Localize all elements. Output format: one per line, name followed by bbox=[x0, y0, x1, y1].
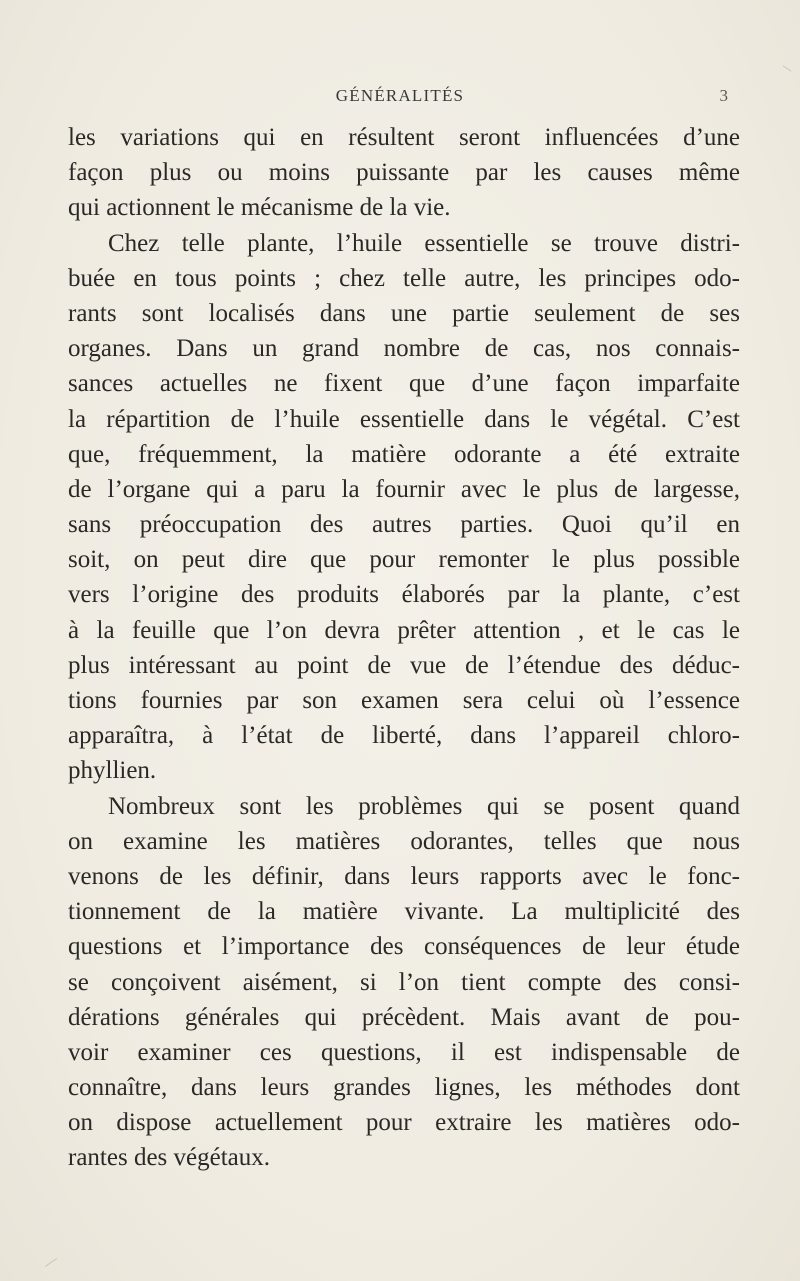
page-header bbox=[0, 86, 800, 112]
text-line: sances actuelles ne fixent que d’une façon imparfaite bbox=[68, 370, 740, 398]
text-line: tionnement de la matière vivante. La multiplicité des bbox=[68, 898, 740, 926]
text-line: façon plus ou moins puissante par les causes même bbox=[68, 159, 740, 187]
text-line: de l’organe qui a paru la fournir avec le plus de largesse, bbox=[68, 475, 740, 503]
text-line: à la feuille que l’on devra prêter attention , et le cas le bbox=[68, 616, 740, 644]
text-line: phyllien. bbox=[68, 757, 157, 785]
text-line: rants sont localisés dans une partie seulement de ses bbox=[68, 299, 740, 327]
text-line: se conçoivent aisément, si l’on tient compte des consi- bbox=[68, 968, 740, 996]
text-line: tions fournies par son examen sera celui où l’essence bbox=[68, 687, 740, 714]
text-line: vers l’origine des produits élaborés par la plante, c’est bbox=[68, 581, 740, 609]
paper-mark bbox=[45, 1258, 57, 1267]
body-text bbox=[68, 120, 740, 1176]
text-line: plus intéressant au point de vue de l’étendue des déduc- bbox=[68, 651, 740, 679]
text-line: soit, on peut dire que pour remonter le plus possible bbox=[68, 546, 740, 574]
text-line: rantes des végétaux. bbox=[68, 1144, 271, 1172]
text-line: la répartition de l’huile essentielle dans le végétal. C’est bbox=[68, 405, 740, 433]
text-line: les variations qui en résultent seront influencées d’une bbox=[68, 124, 740, 151]
text-line: dérations générales qui précèdent. Mais avant de pou- bbox=[68, 1003, 740, 1031]
text-line: qui actionnent le mécanisme de la vie. bbox=[68, 194, 451, 222]
text-line: sans préoccupation des autres parties. Quoi qu’il en bbox=[68, 511, 740, 539]
page-number: 3 bbox=[719, 86, 728, 105]
text-line: connaître, dans leurs grandes lignes, les méthodes dont bbox=[68, 1074, 740, 1102]
text-line: buée en tous points ; chez telle autre, les principes odo- bbox=[68, 264, 740, 292]
text-line: on dispose actuellement pour extraire les matières odo- bbox=[68, 1109, 740, 1137]
text-line: que, fréquemment, la matière odorante a été extraite bbox=[68, 440, 740, 468]
paper-mark bbox=[783, 65, 792, 72]
text-line: questions et l’importance des conséquences de leur étude bbox=[68, 933, 740, 961]
text-line: venons de les définir, dans leurs rapports avec le fonc- bbox=[68, 862, 740, 890]
running-title: GÉNÉRALITÉS bbox=[335, 86, 465, 105]
text-line: apparaîtra, à l’état de liberté, dans l’appareil chloro- bbox=[68, 722, 740, 750]
text-line: voir examiner ces questions, il est indispensable de bbox=[68, 1038, 740, 1066]
text-line: Nombreux sont les problèmes qui se posent quand bbox=[108, 792, 740, 820]
text-line: organes. Dans un grand nombre de cas, nos connais- bbox=[68, 335, 740, 363]
text-line: Chez telle plante, l’huile essentielle se trouve distri- bbox=[108, 229, 740, 257]
text-line: on examine les matières odorantes, telles que nous bbox=[68, 827, 740, 855]
